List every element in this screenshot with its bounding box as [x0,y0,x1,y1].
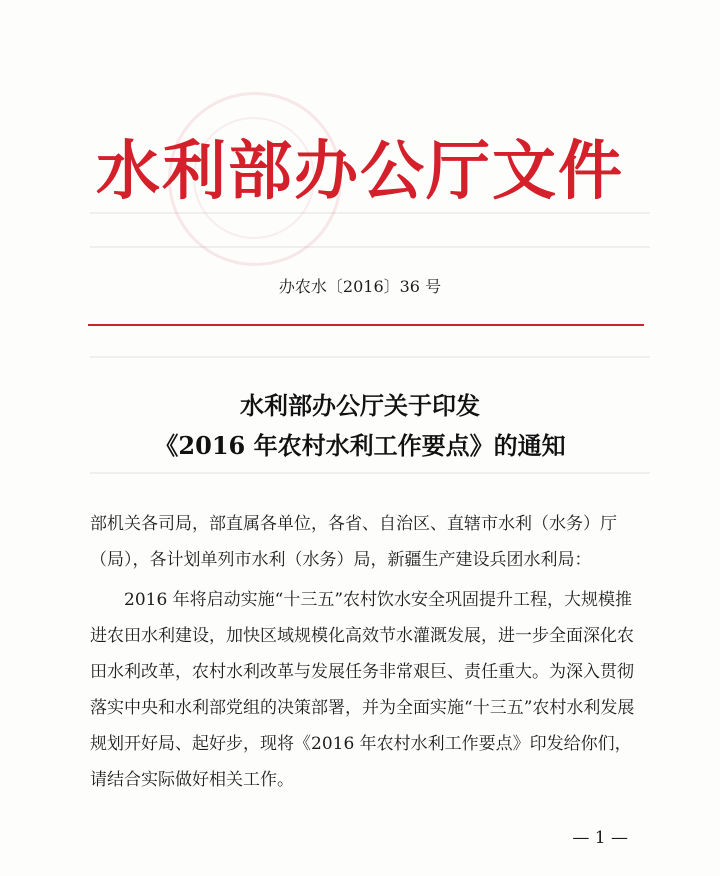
addressee-paragraph: 部机关各司局，部直属各单位，各省、自治区、直辖市水利（水务）厅（局），各计划单列市水利（水务）局，新疆生产建设兵团水利局： [90,514,617,570]
document-number: 办农水〔2016〕36 号 [278,277,442,296]
bleed-through-line [90,472,650,474]
notice-title-line-2: 《2016 年农村水利工作要点》的通知 [154,431,566,460]
bleed-through-line [90,356,650,358]
notice-title-line-1: 水利部办公厅关于印发 [240,391,480,420]
bleed-through-line [90,246,650,248]
body-paragraph: 2016 年将启动实施“十三五”农村饮水安全巩固提升工程，大规模推进农田水利建设，加快区域规模化高效节水灌溉发展，进一步全面深化农田水利改革，农村水利改革与发展任务非常艰巨、责任重大。为深入贯彻落实中央和水利部党组的决策部署，并为全面实施“十三五”农村水利发展规划开好局、起好步，现将《2016 年农村水利工作要点》印发给你们，请结合实际做好相关工作。 [90,590,635,790]
red-divider-line [88,324,644,326]
notice-title [0,386,720,466]
page-number: — 1 — [572,828,628,848]
header-title: 水利部办公厅文件 [96,134,624,209]
